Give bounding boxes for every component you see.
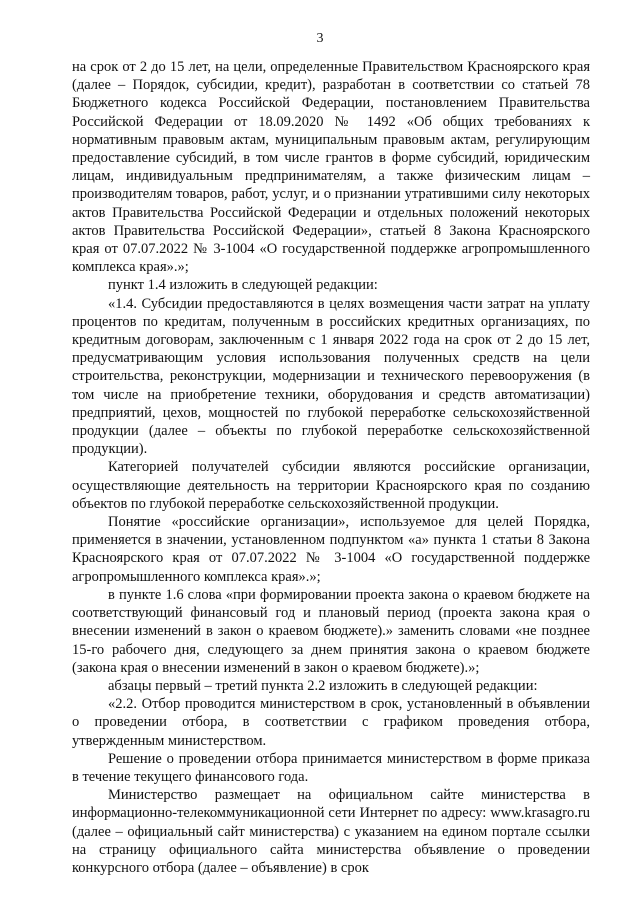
paragraph: абзацы первый – третий пункта 2.2 изложить в следующей редакции: bbox=[108, 677, 538, 694]
paragraph: на срок от 2 до 15 лет, на цели, определенные Правительством Красноярского края (далее – Порядок, субсидии, кредит), разработан в соответствии со статьей 78 Бюджетного кодекса Российской Федерации, постановлением Правительства Российской Федерации от 18.09.2020 № 1492 «Об общих требованиях к нормативным правовым актам, муниципальным правовым актам, регулирующим предоставление субсидий, в том числе грантов в форме субсидий, юридическим лицам, индивидуальным предпринимателям, а также физическим лицам – производителям товаров, работ, услуг, и о признании утратившими силу некоторых актов Правительства Российской Федерации и отдельных положений некоторых актов Правительства Российской Федерации», статьей 8 Закона Красноярского края от 07.07.2022 № 3-1004 «О государственной поддержке агропромышленного комплекса края».»; bbox=[72, 59, 590, 276]
paragraph: пункт 1.4 изложить в следующей редакции: bbox=[108, 277, 378, 294]
document-body bbox=[72, 58, 590, 877]
page-number: 3 bbox=[316, 31, 324, 46]
paragraph: «2.2. Отбор проводится министерством в срок, установленный в объявлении о проведении отбора, в соответствии с графиком проведения отбора, утвержденным министерством. bbox=[72, 696, 590, 749]
paragraph: Категорией получателей субсидии являются российские организации, осуществляющие деятельность на территории Красноярского края по созданию объектов по глубокой переработке сельскохозяйственной продукции. bbox=[72, 459, 590, 512]
paragraph: Понятие «российские организации», используемое для целей Порядка, применяется в значении, установленном подпунктом «а» пункта 1 статьи 8 Закона Красноярского края от 07.07.2022 № 3-1004 «О государственной поддержке агропромышленного комплекса края».»; bbox=[72, 514, 590, 585]
paragraph: «1.4. Субсидии предоставляются в целях возмещения части затрат на уплату процентов по кредитам, полученным в российских кредитных организациях, по кредитным договорам, заключенным с 1 января 2022 года на срок от 2 до 15 лет, предусматривающим условия использования полученных средств на цели строительства, реконструкции, модернизации и технического перевооружения (в том числе на приобретение техники, оборудования и средств автоматизации) предприятий, цехов, мощностей по глубокой переработке сельскохозяйственной продукции (далее – объекты по глубокой переработке сельскохозяйственной продукции). bbox=[72, 295, 590, 458]
paragraph: в пункте 1.6 слова «при формировании проекта закона о краевом бюджете на соответствующий финансовый год и плановый период (проекта закона края о внесении изменений в закон о краевом бюджете).» заменить словами «не позднее 15-го рабочего дня, следующего за днем принятия закона о краевом бюджете (закона края о внесении изменений в закон о краевом бюджете).»; bbox=[72, 586, 590, 676]
paragraph: Решение о проведении отбора принимается министерством в форме приказа в течение текущего финансового года. bbox=[72, 750, 590, 785]
paragraph: Министерство размещает на официальном сайте министерства в информационно-телекоммуникационной сети Интернет по адресу: www.krasagro.ru (далее – официальный сайт министерства) с указанием на едином портале ссылки на страницу официального сайта министерства объявление о проведении конкурсного отбора (далее – объявление) в срок bbox=[72, 787, 590, 876]
